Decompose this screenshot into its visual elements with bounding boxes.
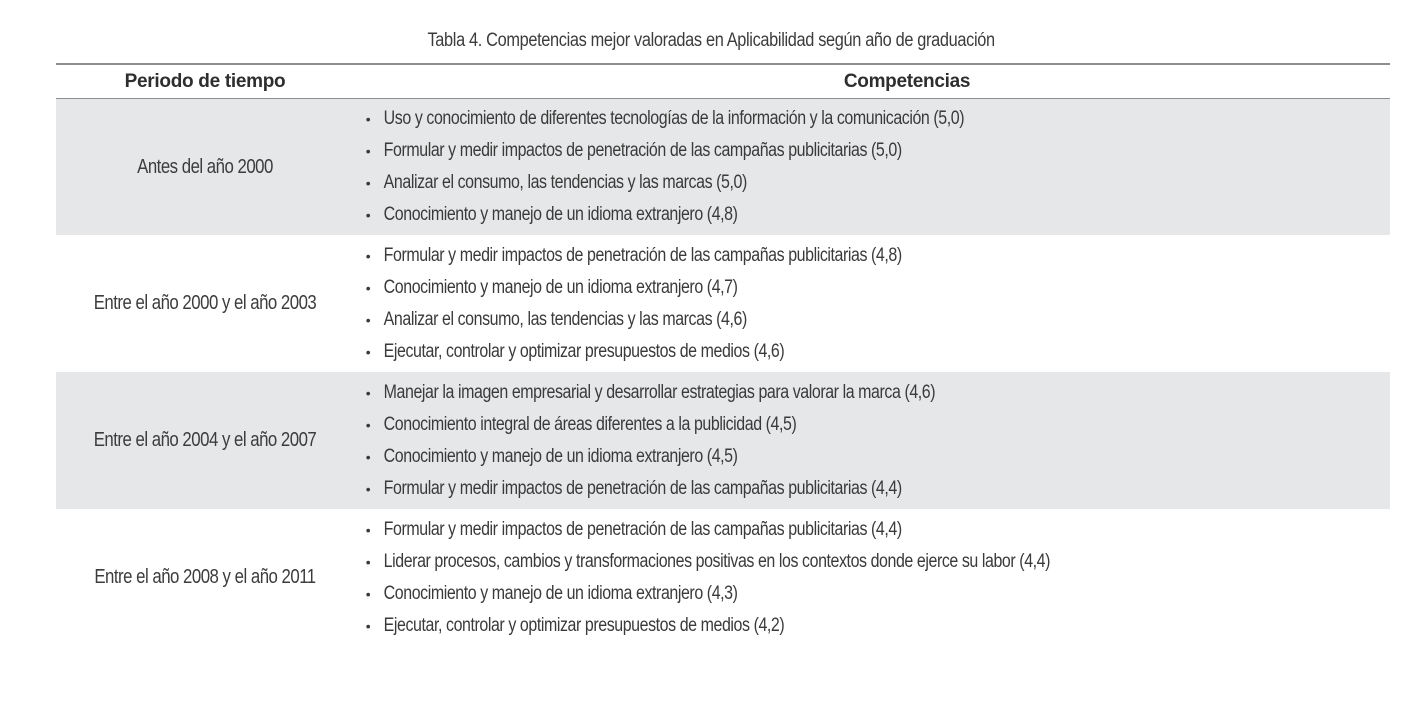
competency-text: Formular y medir impactos de penetración de las campañas publicitarias (5,0) [383, 140, 902, 161]
competency-text: Analizar el consumo, las tendencias y las marcas (4,6) [383, 308, 747, 330]
row-period: Antes del año 2000 [137, 155, 273, 178]
competency-text: Conocimiento integral de áreas diferentes a la publicidad (4,5) [383, 413, 797, 435]
bullet-icon: • [365, 553, 371, 570]
table-row [56, 99, 1390, 235]
competency-text: Formular y medir impactos de penetración de las campañas publicitarias (4,8) [383, 244, 902, 266]
header-period: Periodo de tiempo [124, 70, 286, 92]
competency-text: Manejar la imagen empresarial y desarrollar estrategias para valorar la marca (4,6) [383, 381, 936, 403]
table-caption: Tabla 4. Competencias mejor valoradas en Aplicabilidad según año de graduación [427, 30, 995, 51]
competency-text: Ejecutar, controlar y optimizar presupuestos de medios (4,2) [383, 614, 785, 636]
row-period: Entre el año 2004 y el año 2007 [93, 429, 317, 451]
list-item [354, 578, 1390, 610]
bullet-icon: • [365, 521, 371, 538]
list-item [354, 377, 1390, 409]
table-row [56, 372, 1390, 509]
competency-text: Liderar procesos, cambios y transformaciones positivas en los contextos donde ejerce su labor (4,4) [383, 550, 1051, 572]
list-item [354, 441, 1390, 473]
bullet-icon: • [365, 143, 371, 159]
table-row [56, 235, 1390, 372]
row-period: Entre el año 2008 y el año 2011 [94, 566, 316, 588]
bullet-icon: • [365, 480, 371, 497]
competency-list [354, 514, 1390, 642]
competency-text: Conocimiento y manejo de un idioma extranjero (4,3) [383, 582, 738, 604]
list-item [354, 473, 1390, 505]
table-header [56, 65, 1390, 99]
competency-text: Uso y conocimiento de diferentes tecnologías de la información y la comunicación (5,0) [383, 108, 965, 129]
competency-list [354, 240, 1390, 368]
list-item [354, 336, 1390, 368]
competency-text: Analizar el consumo, las tendencias y las marcas (5,0) [383, 172, 747, 193]
list-item [354, 103, 1390, 135]
table-row [56, 509, 1390, 646]
list-item [354, 514, 1390, 546]
list-item [354, 135, 1390, 167]
competency-text: Conocimiento y manejo de un idioma extranjero (4,7) [383, 276, 738, 298]
competency-text: Ejecutar, controlar y optimizar presupuestos de medios (4,6) [383, 340, 785, 362]
bullet-icon: • [365, 247, 371, 264]
competencies-table [56, 63, 1390, 646]
bullet-icon: • [365, 448, 371, 465]
competency-list [354, 103, 1390, 231]
list-item [354, 167, 1390, 199]
list-item [354, 272, 1390, 304]
competency-text: Conocimiento y manejo de un idioma extranjero (4,5) [383, 445, 738, 467]
bullet-icon: • [365, 175, 371, 191]
bullet-icon: • [365, 343, 371, 360]
bullet-icon: • [365, 311, 371, 328]
list-item [354, 199, 1390, 231]
list-item [354, 304, 1390, 336]
bullet-icon: • [365, 617, 371, 634]
list-item [354, 409, 1390, 441]
bullet-icon: • [365, 207, 371, 223]
bullet-icon: • [365, 416, 371, 433]
competency-text: Formular y medir impactos de penetración de las campañas publicitarias (4,4) [383, 518, 902, 540]
row-period: Entre el año 2000 y el año 2003 [93, 292, 317, 314]
list-item [354, 610, 1390, 642]
list-item [354, 546, 1390, 578]
list-item [354, 240, 1390, 272]
header-competencies: Competencias [843, 70, 971, 92]
bullet-icon: • [365, 384, 371, 401]
competency-text: Formular y medir impactos de penetración de las campañas publicitarias (4,4) [383, 477, 902, 499]
bullet-icon: • [365, 585, 371, 602]
bullet-icon: • [365, 111, 371, 127]
bullet-icon: • [365, 279, 371, 296]
competency-list [354, 377, 1390, 505]
competency-text: Conocimiento y manejo de un idioma extranjero (4,8) [383, 204, 738, 225]
